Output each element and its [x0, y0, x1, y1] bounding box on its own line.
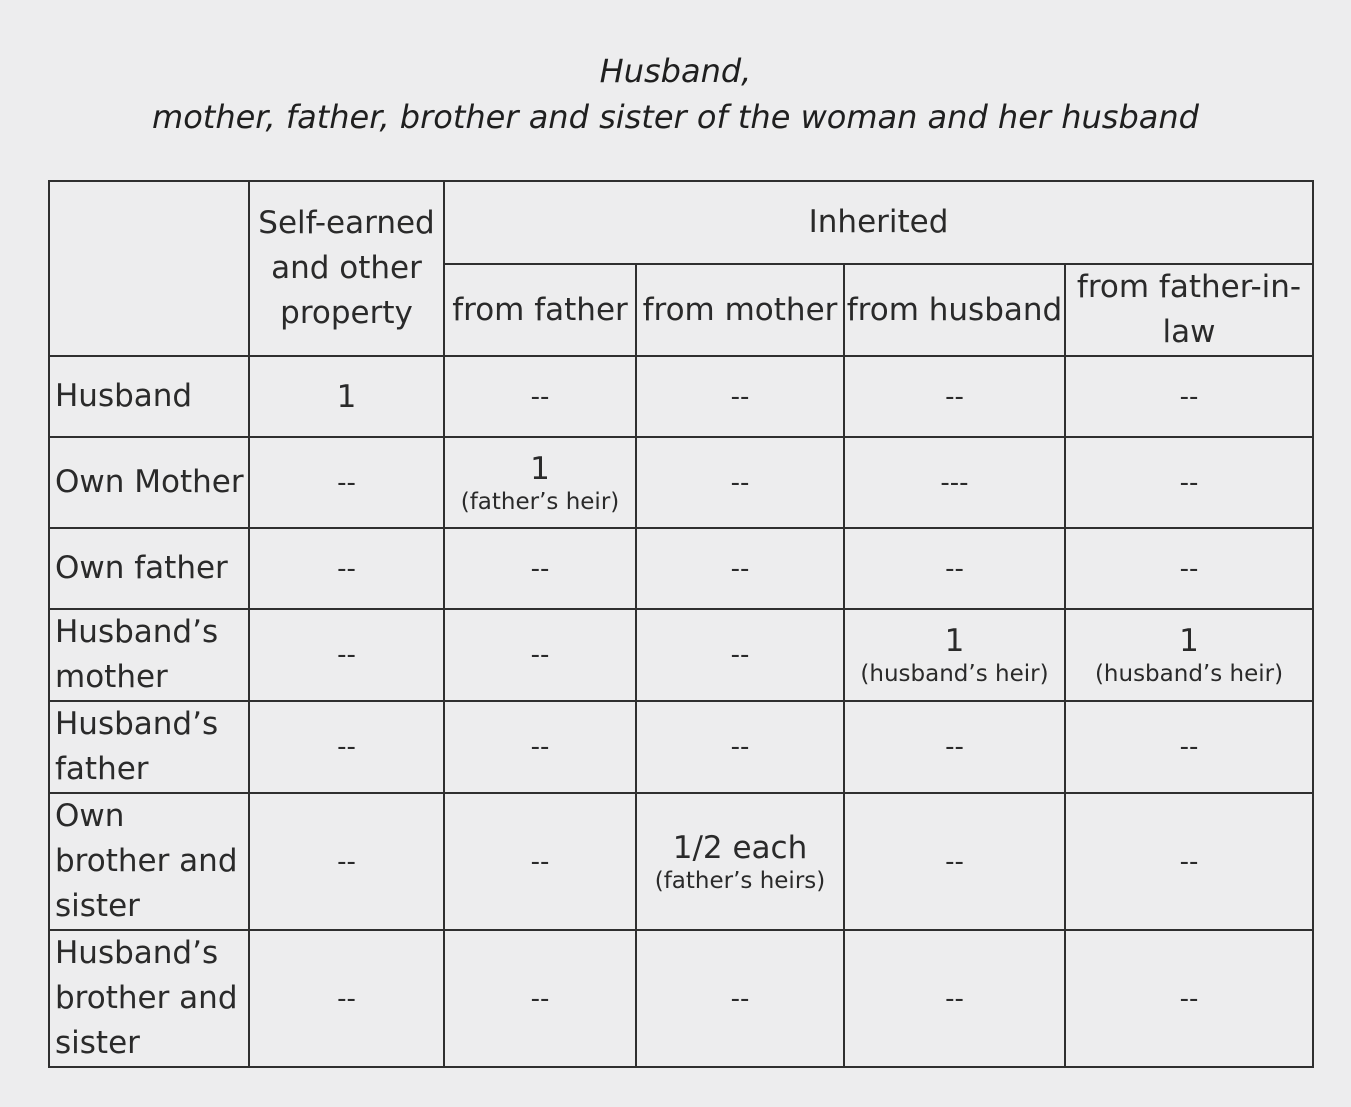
cell-value: 1 — [530, 450, 550, 487]
table-cell — [249, 437, 444, 528]
table-cell — [636, 356, 844, 437]
row-label: Own father — [49, 528, 249, 609]
cell-value: 1/2 each — [672, 829, 808, 866]
cell-value: --- — [940, 467, 969, 498]
cell-value: -- — [530, 732, 550, 762]
cell-value: -- — [337, 846, 356, 877]
table-cell — [844, 930, 1065, 1067]
header-from-father: from father — [444, 264, 636, 356]
cell-value: -- — [1179, 846, 1199, 877]
cell-value: -- — [1179, 467, 1199, 498]
table-cell — [1065, 930, 1313, 1067]
cell-value: 1 — [336, 378, 357, 415]
cell-value: -- — [337, 467, 356, 498]
table-cell — [249, 356, 444, 437]
inheritance-table — [48, 180, 1314, 1068]
table-cell — [844, 437, 1065, 528]
cell-value: -- — [530, 640, 550, 670]
cell-note: (father’s heir) — [460, 488, 620, 515]
table-row — [49, 793, 1313, 930]
table-cell — [844, 528, 1065, 609]
header-from-husband: from husband — [844, 264, 1065, 356]
cell-value: -- — [1179, 983, 1199, 1014]
cell-value: -- — [337, 732, 356, 762]
table-cell — [636, 528, 844, 609]
cell-note: (father’s heirs) — [654, 867, 826, 894]
table-cell — [636, 930, 844, 1067]
header-from-father-in-law: from father-in-law — [1065, 264, 1313, 356]
row-label: Husband — [49, 356, 249, 437]
table-cell — [249, 528, 444, 609]
table-cell — [844, 356, 1065, 437]
table-row — [49, 356, 1313, 437]
table-cell — [636, 609, 844, 701]
table-cell — [444, 528, 636, 609]
table-cell — [1065, 793, 1313, 930]
table-cell — [636, 793, 844, 930]
cell-value: -- — [945, 381, 964, 412]
cell-value: -- — [730, 983, 750, 1014]
cell-value: -- — [730, 732, 750, 762]
cell-value: -- — [530, 846, 550, 877]
cell-value: -- — [530, 983, 550, 1014]
row-label: Husband’s mother — [49, 609, 249, 701]
cell-value: -- — [530, 381, 550, 412]
table-cell — [1065, 356, 1313, 437]
cell-value: -- — [945, 732, 964, 762]
table-cell — [444, 437, 636, 528]
table-row — [49, 609, 1313, 701]
title-line-2: mother, father, brother and sister of the woman and her husband — [152, 98, 1199, 136]
cell-value: -- — [337, 640, 356, 670]
table-cell — [636, 437, 844, 528]
cell-value: -- — [945, 553, 964, 584]
table-cell — [444, 701, 636, 793]
table-row — [49, 437, 1313, 528]
table-cell — [444, 356, 636, 437]
table-cell — [249, 793, 444, 930]
table-cell — [844, 701, 1065, 793]
row-label: Own Mother — [49, 437, 249, 528]
table-cell — [444, 793, 636, 930]
table-cell — [249, 609, 444, 701]
table-cell — [444, 930, 636, 1067]
table-cell — [249, 701, 444, 793]
cell-value: -- — [730, 640, 750, 670]
cell-value: -- — [337, 553, 356, 584]
row-label: Husband’s father — [49, 701, 249, 793]
title-line-1: Husband, — [599, 52, 752, 90]
table-row — [49, 930, 1313, 1067]
row-label: Own brother and sister — [49, 793, 249, 930]
header-row-1 — [49, 181, 1313, 264]
cell-value: -- — [945, 846, 964, 877]
cell-value: -- — [730, 553, 750, 584]
table-cell — [1065, 609, 1313, 701]
table-row — [49, 701, 1313, 793]
cell-note: (husband’s heir) — [860, 661, 1049, 687]
cell-value: -- — [730, 381, 750, 412]
table-title — [0, 48, 1351, 140]
table-cell — [444, 609, 636, 701]
cell-value: -- — [1179, 381, 1199, 412]
cell-value: -- — [1179, 553, 1199, 584]
header-self-earned: Self-earned and other property — [249, 181, 444, 356]
table-cell — [1065, 528, 1313, 609]
table-cell — [844, 793, 1065, 930]
header-inherited: Inherited — [444, 181, 1313, 264]
cell-value: -- — [945, 983, 964, 1014]
row-label: Husband’s brother and sister — [49, 930, 249, 1067]
corner-cell — [49, 181, 249, 356]
cell-note: (husband’s heir) — [1094, 661, 1284, 687]
table-cell — [1065, 701, 1313, 793]
cell-value: -- — [337, 983, 356, 1014]
header-from-mother: from mother — [636, 264, 844, 356]
cell-value: -- — [730, 467, 750, 498]
cell-value: 1 — [1179, 623, 1199, 659]
cell-value: -- — [530, 553, 550, 584]
table-cell — [636, 701, 844, 793]
cell-value: -- — [1179, 732, 1199, 762]
table-row — [49, 528, 1313, 609]
table-cell — [1065, 437, 1313, 528]
cell-value: 1 — [944, 623, 965, 659]
table-cell — [844, 609, 1065, 701]
table-cell — [249, 930, 444, 1067]
